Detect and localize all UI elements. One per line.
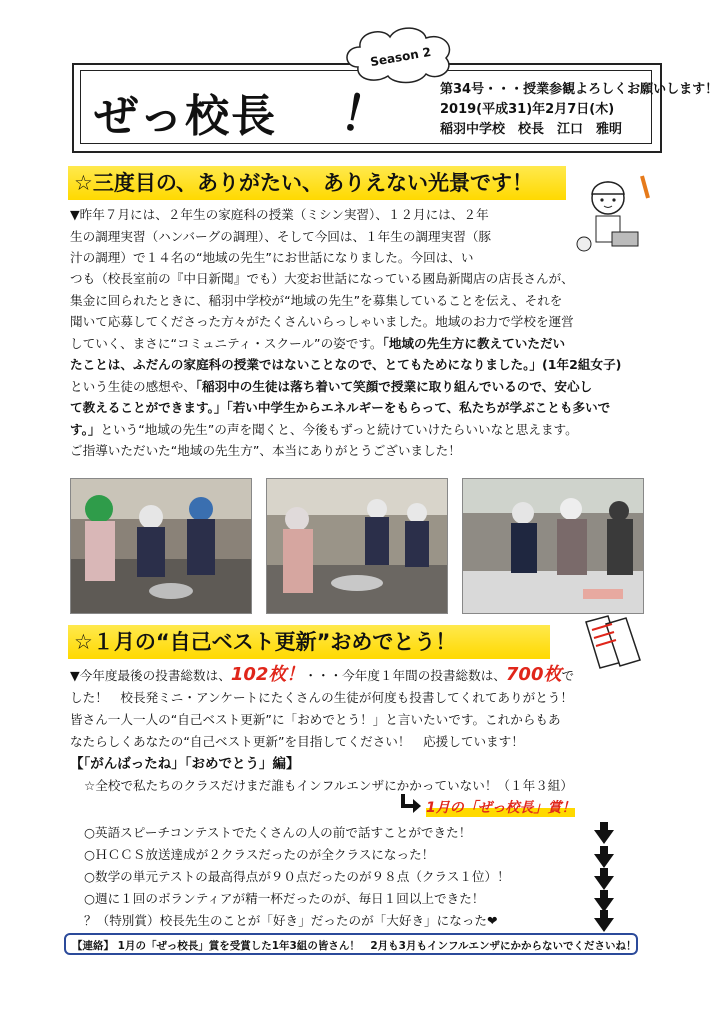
award-scroll-illustration	[578, 614, 650, 670]
quote-span: す。」	[70, 421, 101, 437]
season-label: Season 2	[369, 44, 433, 70]
quote-span: 「地域の先生方に教えていただい	[382, 335, 566, 351]
down-arrow-icon	[594, 846, 614, 868]
section2-headline: ☆１月の“自己ベスト更新”おめでとう！	[68, 625, 550, 659]
down-arrow-icon	[594, 890, 614, 912]
text-line	[70, 376, 660, 398]
list-item: ○週に１回のボランティアが精一杯だったのが、毎日１回以上できた！	[84, 891, 485, 906]
text-span: していく、まさに“コミュニティ・スクール”の姿です。	[70, 335, 383, 351]
cooking-photo-2	[266, 478, 448, 614]
cooking-photo-3	[462, 478, 644, 614]
text-line: 聞いて応募してくださった方々がたくさんいらっしゃいました。地域のお力で学校を運営	[70, 314, 574, 329]
vote-count-year: 700枚	[505, 664, 562, 685]
text-line: ご指導いただいた“地域の先生方”、本当にありがとうございました！	[70, 443, 461, 458]
text-line: 汁の調理）で１４名の“地域の先生”にお世話になりました。今回は、い	[70, 250, 474, 265]
list-item: ○ＨＣＣＳ放送達成が２クラスだったのが全クラスになった！	[84, 847, 435, 862]
text-line: 集金に回られたときに、稲羽中学校が“地域の先生”を募集していることを伝え、それを	[70, 292, 563, 308]
star-item: ☆全校で私たちのクラスだけまだ誰もインフルエンザにかかっていない！（１年３組）	[84, 778, 573, 793]
text-span: ▼今年度最後の投書総数は、	[70, 668, 231, 683]
section2-text	[70, 664, 660, 797]
vote-count-line	[70, 664, 660, 687]
achievement-list	[84, 822, 604, 932]
vote-count-month: 102枚！	[230, 664, 305, 685]
text-span: ・・・今年度１年間の投書総数は、	[304, 668, 506, 683]
newsletter-title: ぜっ校長	[94, 91, 278, 142]
cooking-girl-illustration	[568, 172, 658, 258]
issue-number: 第34号・・・授業参観よろしくお願いします！	[440, 82, 719, 97]
issue-author: 稲羽中学校 校長 江口 雅明	[440, 122, 623, 137]
down-arrow-icon	[594, 910, 614, 932]
notice-box: 【連絡】 1月の「ぜっ校長」賞を受賞した1年3組の皆さん！ 2月も3月もインフルエンザにかからないでくださいね！	[64, 933, 638, 955]
text-line: なたらしくあなたの“自己ベスト更新”を目指してください！ 応援しています！	[70, 734, 524, 749]
cooking-photo-1	[70, 478, 252, 614]
text-line: 生の調理実習（ハンバーグの調理）、そして今回は、１年生の調理実習（豚	[70, 228, 492, 244]
text-line: 皆さん一人一人の“自己ベスト更新”に「おめでとう！」と言いたいです。これからもあ	[70, 712, 561, 727]
list-item: ？（特別賞）校長先生のことが「好き」だったのが「大好き」になった❤	[84, 913, 498, 928]
corner-arrow-icon	[400, 794, 422, 814]
quote-line: て教えることができます。」「若い中学生からエネルギーをもらって、私たちが学ぶことも多いで	[70, 400, 611, 415]
quote-span: 「稲羽中の生徒は落ち着いて笑顔で授業に取り組んでいるので、安心し	[195, 378, 593, 394]
text-span: という生徒の感想や、	[70, 378, 196, 394]
issue-info	[440, 80, 718, 140]
text-line: ▼昨年７月には、２年生の家庭科の授業（ミシン実習）、１２月には、２年	[70, 207, 489, 222]
text-line	[70, 333, 660, 355]
text-line	[70, 419, 660, 441]
section1-text-narrow	[70, 204, 570, 269]
text-span: という“地域の先生”の声を聞くと、今後もずっと続けていけたらいいなと思えます。	[100, 421, 578, 437]
list-item: ○数学の単元テストの最高得点が９０点だったのが９８点（クラス１位）！	[84, 869, 510, 884]
title-exclamation: ！	[335, 84, 395, 150]
section1-headline: ☆三度目の、ありがたい、ありえない光景です！	[68, 166, 566, 200]
text-span: で	[561, 668, 575, 683]
quote-line: たことは、ふだんの家庭科の授業ではないことなので、とてもためになりました。」(1年2組女子)	[70, 357, 622, 372]
award-label: 1月の「ぜっ校長」賞！	[426, 797, 575, 817]
list-item: ○英語スピーチコンテストでたくさんの人の前で話すことができた！	[84, 825, 472, 840]
issue-date: 2019(平成31)年2月7日(木)	[440, 102, 615, 117]
subheading: 【「がんばったね」「おめでとう」編】	[70, 756, 300, 772]
text-line: つも（校長室前の『中日新聞』でも）大変お世話になっている國島新聞店の店長さんが、	[70, 271, 574, 286]
down-arrow-icon	[594, 822, 614, 844]
text-line: した！ 校長発ミニ・アンケートにたくさんの生徒が何度も投書してくれてありがとう！	[70, 690, 573, 705]
down-arrow-icon	[594, 868, 614, 890]
section1-text-wide	[70, 268, 660, 462]
